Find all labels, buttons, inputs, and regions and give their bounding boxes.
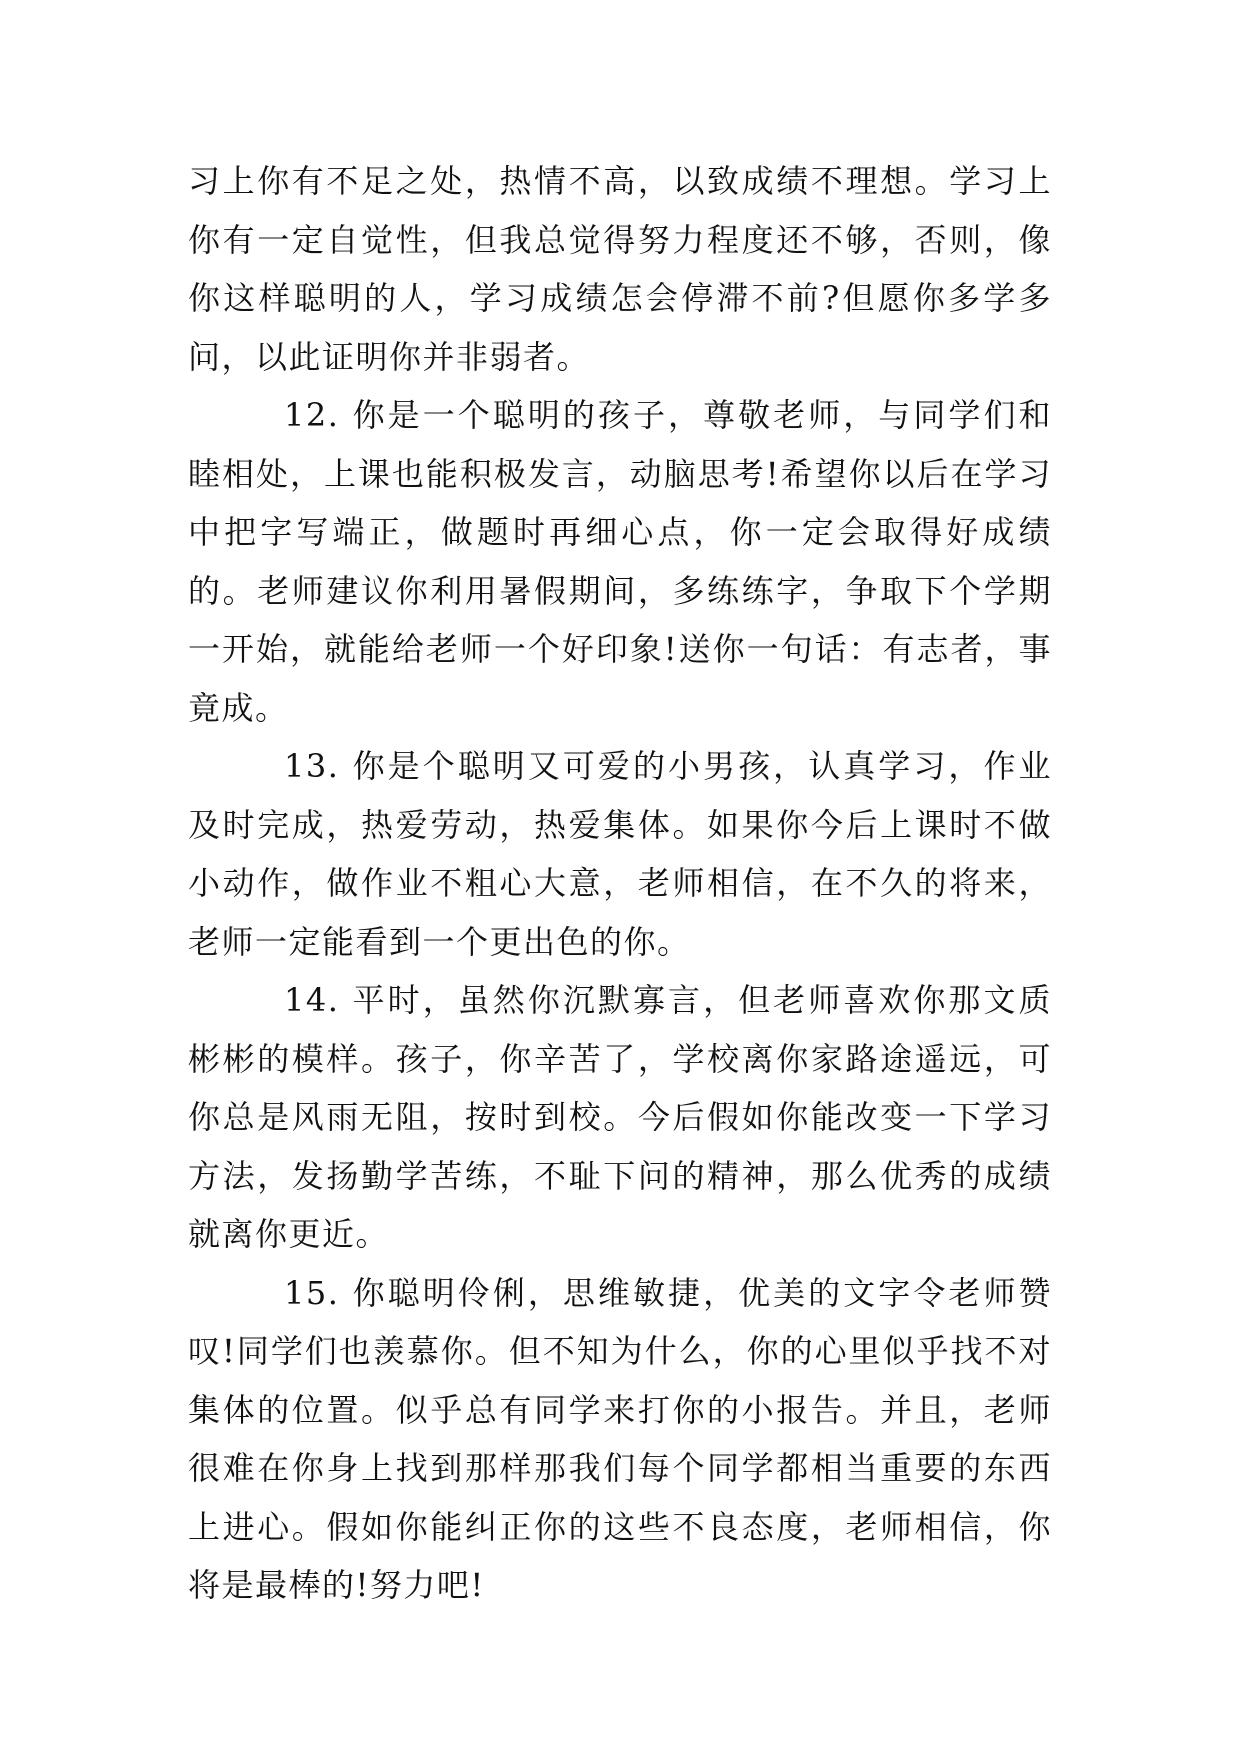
paragraph-item-15: 15. 你聪明伶俐，思维敏捷，优美的文字令老师赞叹!同学们也羡慕你。但不知为什么，你的心里似乎找不对集体的位置。似乎总有同学来打你的小报告。并且，老师很难在你身上找到那样那我们每个同学都相当重要的东西上进心。假如你能纠正你的这些不良态度，老师相信，你将是最棒的!努力吧! (188, 1273, 1052, 1604)
paragraph-item-13: 13. 你是个聪明又可爱的小男孩，认真学习，作业及时完成，热爱劳动，热爱集体。如果你今后上课时不做小动作，做作业不粗心大意，老师相信，在不久的将来，老师一定能看到一个更出色的你。 (188, 747, 1052, 961)
paragraph-item-12: 12. 你是一个聪明的孩子，尊敬老师，与同学们和睦相处，上课也能积极发言，动脑思考!希望你以后在学习中把字写端正，做题时再细心点，你一定会取得好成绩的。老师建议你利用暑假期间，多练练字，争取下个学期一开始，就能给老师一个好印象!送你一句话：有志者，事竟成。 (188, 396, 1052, 727)
paragraph-item-14: 14. 平时，虽然你沉默寡言，但老师喜欢你那文质彬彬的模样。孩子，你辛苦了，学校离你家路途遥远，可你总是风雨无阻，按时到校。今后假如你能改变一下学习方法，发扬勤学苦练，不耻下问的精神，那么优秀的成绩就离你更近。 (188, 981, 1052, 1253)
document-body (188, 152, 1052, 1615)
paragraph-continuation: 习上你有不足之处，热情不高，以致成绩不理想。学习上你有一定自觉性，但我总觉得努力程度还不够，否则，像你这样聪明的人，学习成绩怎会停滞不前?但愿你多学多问，以此证明你并非弱者。 (188, 162, 1052, 376)
